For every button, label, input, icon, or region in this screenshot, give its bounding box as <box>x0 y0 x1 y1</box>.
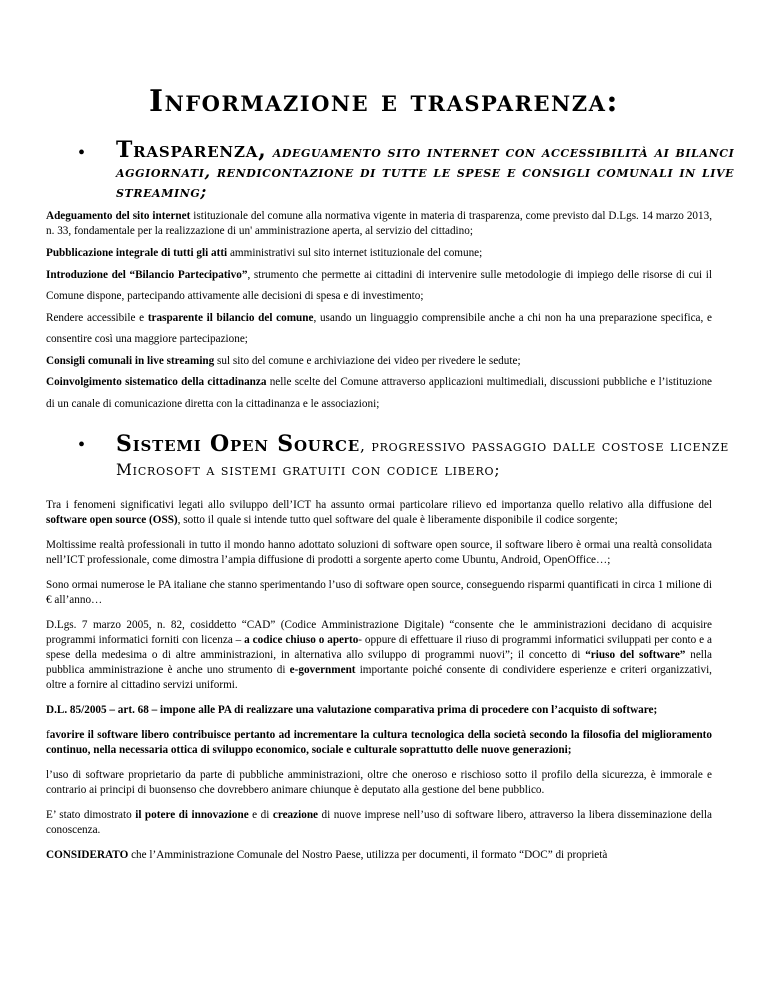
bold-phrase: “riuso del software” <box>585 649 686 661</box>
heading-text <box>116 137 738 202</box>
heading-rest: adeguamento sito internet con accessibilità ai bilanci aggiornati, rendicontazione di tutte le spese e consigli comunali in live streaming; <box>116 142 735 201</box>
bold-phrase: a codice chiuso o aperto <box>244 634 359 646</box>
bold-phrase: CONSIDERATO <box>46 849 129 861</box>
bold-phrase: creazione <box>272 809 319 821</box>
bold-phrase: software open source (OSS) <box>46 514 178 526</box>
section-open-source <box>46 498 712 873</box>
bold-phrase: il potere di innovazione <box>135 809 249 821</box>
paragraph-text: nelle scelte del Comune attraverso applicazioni multimediali, discussioni pubbliche e l’istituzione di un canale di comunicazione diretta con la cittadinanza e le associazioni; <box>46 376 713 410</box>
paragraph-text: Tra i fenomeni significativi legati allo sviluppo dell’ICT ha assunto ormai particolare rilievo ed importanza quello relativo alla diffusione del <box>46 499 712 511</box>
paragraph <box>46 243 712 265</box>
heading-strong: Sistemi Open Source <box>116 431 360 457</box>
paragraph-text: , sotto il quale si intende tutto quel software del quale è liberamente disponibile il codice sorgente; <box>177 514 618 526</box>
bold-phrase: D.L. 85/2005 – art. 68 – impone alle PA di realizzare una valutazione comparativa prima di procedere con l’acquisto di software; <box>46 704 658 716</box>
heading-text <box>116 432 738 482</box>
bold-phrase: trasparente il bilancio del comune <box>147 311 314 324</box>
bold-phrase: Pubblicazione integrale di tutti gli atti <box>46 247 228 259</box>
paragraph-text: sul sito del comune e archiviazione dei video per rivedere le sedute; <box>214 354 521 367</box>
paragraph <box>46 351 712 373</box>
paragraph <box>46 808 712 838</box>
heading-strong: Trasparenza, <box>116 137 267 163</box>
paragraph <box>46 703 712 718</box>
paragraph: Sono ormai numerose le PA italiane che stanno sperimentando l’uso di software open source, conseguendo risparmi quantificati in circa 1 milione di € all’anno… <box>46 579 712 606</box>
paragraph-text: importante poiché consente di condividere esperienze e criteri organizzativi, oltre a fornire al cittadino servizi uniformi. <box>46 664 712 691</box>
paragraph <box>46 372 712 415</box>
paragraph-text: , usando un linguaggio comprensibile anche a chi non ha una preparazione specifica, e consentire così una maggiore partecipazione; <box>46 311 712 345</box>
paragraph <box>46 265 712 308</box>
paragraph <box>46 209 712 239</box>
paragraph <box>46 728 712 758</box>
bold-phrase: Consigli comunali in live streaming <box>46 354 215 367</box>
bold-phrase: e-government <box>289 664 356 676</box>
paragraph <box>46 848 712 863</box>
bold-phrase: Coinvolgimento sistematico della cittadinanza <box>46 376 267 388</box>
bold-phrase: Introduzione del “Bilancio Partecipativo” <box>46 268 248 281</box>
paragraph-text: che l’Amministrazione Comunale del Nostro Paese, utilizza per documenti, il formato “DOC” di proprietà <box>128 849 608 861</box>
section-trasparenza <box>46 209 712 415</box>
heading-trasparenza <box>78 137 738 202</box>
paragraph-text: D.Lgs. 7 marzo 2005, n. 82, cosiddetto “CAD” (Codice Amministrazione Digitale) “consente che le amministrazioni decidano di acquisire programmi informatici forniti con licenza – <box>46 619 712 646</box>
paragraph-text: di nuove imprese nell’uso di software libero, attraverso la libera disseminazione della conoscenza. <box>46 809 712 836</box>
bullet-icon: • <box>78 434 86 456</box>
heading-open-source <box>78 432 738 482</box>
paragraph: l’uso di software proprietario da parte di pubbliche amministrazioni, oltre che oneroso e rischioso sotto il profilo della sicurezza, è immorale e contrario ai principi di buonsenso che dovrebbero animare chiunque è deputato alla gestione del bene pubblico. <box>46 769 712 796</box>
paragraph <box>46 308 712 351</box>
paragraph-text: Rendere accessibile e <box>46 311 148 324</box>
bold-phrase: Adeguamento del sito internet <box>46 210 191 222</box>
paragraph: Moltissime realtà professionali in tutto il mondo hanno adottato soluzioni di software open source, il software libero è ormai una realtà consolidata nell’ICT professionale, come dimostra l’ampia diffusione di prodotti a sorgente aperto come Ubuntu, Android, OpenOffice…; <box>46 539 712 566</box>
page-title: Informazione e trasparenza: <box>149 84 619 119</box>
bullet-icon: • <box>78 142 86 164</box>
paragraph-text: f <box>46 729 50 741</box>
paragraph-text: , strumento che permette ai cittadini di intervenire sulle metodologie di impiego delle risorse di cui il Comune dispone, partecipando attivamente alle decisioni di spesa e di investimento; <box>46 268 712 302</box>
paragraph-text: istituzionale del comune alla normativa vigente in materia di trasparenza, come previsto dal D.Lgs. 14 marzo 2013, n. 33, fondamentale per la realizzazione di un' amministrazione aperta, al servizio del cittadino; <box>46 210 712 237</box>
paragraph-text: amministrativi sul sito internet istituzionale del comune; <box>227 247 483 259</box>
bold-phrase: avorire il software libero contribuisce pertanto ad incrementare la cultura tecnologica della società secondo la filosofia del miglioramento continuo, nella necessaria ottica di sviluppo economico, sociale e culturale soprattutto delle nuove generazioni; <box>46 729 712 756</box>
paragraph <box>46 498 712 528</box>
paragraph-text: e di <box>248 809 273 821</box>
heading-rest: , progressivo passaggio dalle costose licenze Microsoft a sistemi gratuiti con codice libero; <box>116 437 730 479</box>
paragraph-text: E’ stato dimostrato <box>46 809 136 821</box>
paragraph <box>46 618 712 693</box>
paragraph-text: nella pubblica amministrazione è anche uno strumento di <box>46 649 712 676</box>
paragraph-text: - oppure di effettuare il riuso di programmi informatici sviluppati per conto e a spese della medesima o di altre amministrazioni, in alternativa allo sviluppo di programmi nuovi”; il concetto di <box>46 634 712 661</box>
